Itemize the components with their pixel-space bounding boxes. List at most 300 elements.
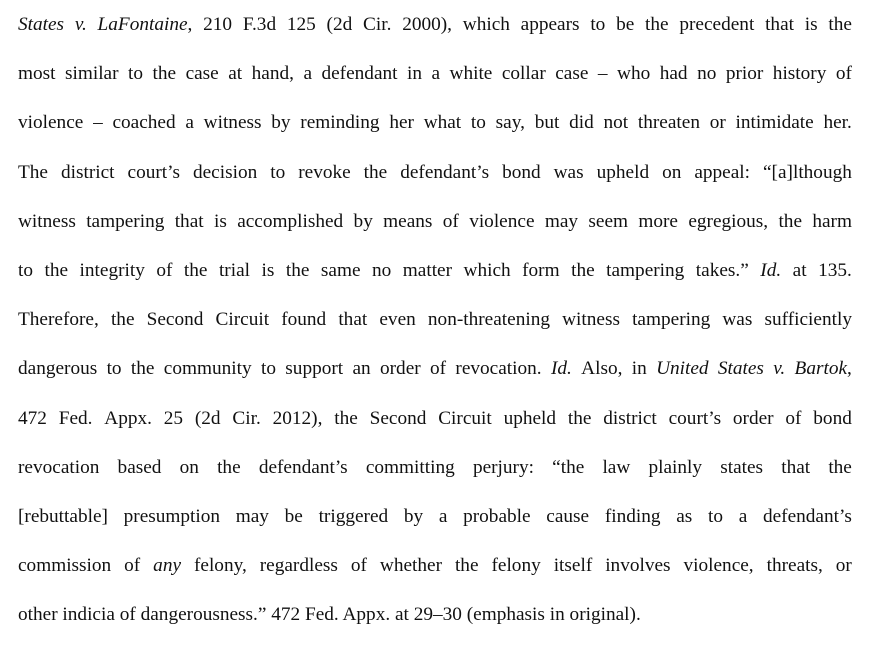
text-run: upheld xyxy=(503,407,557,429)
text-run: [rebuttable] xyxy=(18,505,108,527)
text-run: Circuit xyxy=(215,309,270,331)
word xyxy=(354,203,373,241)
word xyxy=(464,252,511,290)
word xyxy=(111,301,135,339)
word xyxy=(175,203,204,241)
text-run: no xyxy=(697,63,717,85)
text-run: an xyxy=(352,358,371,380)
word xyxy=(562,301,620,339)
word xyxy=(273,400,323,438)
text-line xyxy=(18,203,852,252)
text-run: itself xyxy=(553,555,593,577)
word xyxy=(616,6,634,44)
word xyxy=(660,55,688,93)
word xyxy=(812,203,852,241)
word xyxy=(588,203,628,241)
italic-text: Id. xyxy=(550,358,572,380)
word xyxy=(232,400,260,438)
text-run: which xyxy=(462,14,510,35)
word xyxy=(739,498,748,536)
text-run: based xyxy=(117,456,162,478)
word xyxy=(571,252,595,290)
text-run: that xyxy=(765,14,794,35)
word xyxy=(778,203,802,241)
word xyxy=(726,55,763,93)
text-run: regardless xyxy=(259,555,338,577)
word xyxy=(18,154,48,192)
word xyxy=(164,400,183,438)
text-run: say, xyxy=(495,112,525,134)
text-run: plainly xyxy=(648,456,703,478)
text-run: case xyxy=(185,63,219,85)
word xyxy=(554,154,584,192)
text-run: to xyxy=(470,112,486,134)
text-run: defendant’s xyxy=(400,161,490,183)
text-run: perjury: xyxy=(472,456,534,478)
word xyxy=(502,55,546,93)
text-run: the xyxy=(778,210,803,232)
word xyxy=(765,6,794,44)
word xyxy=(86,203,164,241)
text-line xyxy=(18,596,852,645)
word xyxy=(252,55,294,93)
word xyxy=(795,350,852,388)
word xyxy=(262,252,275,290)
text-run: at xyxy=(792,259,807,281)
word xyxy=(287,6,316,44)
word xyxy=(597,154,649,192)
word xyxy=(555,55,588,93)
text-run: 125 xyxy=(286,14,316,35)
word xyxy=(372,252,391,290)
word xyxy=(605,498,661,536)
word xyxy=(617,55,650,93)
word xyxy=(603,104,628,142)
text-run: may xyxy=(544,210,579,232)
word xyxy=(104,400,152,438)
word xyxy=(781,449,810,487)
text-run: presumption xyxy=(123,505,221,527)
text-run: appears xyxy=(520,14,580,35)
text-run: 25 xyxy=(163,407,184,429)
text-run: violence xyxy=(469,210,535,232)
text-run: by xyxy=(271,112,291,134)
word xyxy=(760,252,781,290)
text-run: the xyxy=(130,358,155,380)
text-run: The xyxy=(18,161,48,183)
word xyxy=(128,154,180,192)
word xyxy=(439,498,448,536)
word xyxy=(18,252,33,290)
word xyxy=(773,55,827,93)
italic-text: v. xyxy=(74,14,87,35)
text-run: collar xyxy=(501,63,546,85)
word xyxy=(443,203,459,241)
italic-text: States xyxy=(18,14,65,35)
word xyxy=(463,6,510,44)
text-run: white xyxy=(449,63,493,85)
text-run: of xyxy=(785,407,802,429)
text-run: tampering xyxy=(606,259,685,281)
word xyxy=(662,154,681,192)
text-run: form xyxy=(522,259,560,281)
text-run: bond xyxy=(813,407,852,429)
text-run: community xyxy=(163,358,252,380)
text-run: the xyxy=(334,407,358,429)
word xyxy=(18,350,97,388)
word xyxy=(535,104,560,142)
text-run: by xyxy=(353,210,373,232)
word xyxy=(502,154,541,192)
text-run: threats, xyxy=(766,555,823,577)
text-run: order xyxy=(732,407,774,429)
text-run: intimidate xyxy=(735,112,814,134)
text-run: finding xyxy=(604,505,661,527)
text-run: on xyxy=(179,456,199,478)
word xyxy=(107,350,122,388)
text-run: egregious, xyxy=(688,210,769,232)
text-line xyxy=(18,6,852,55)
text-run: the xyxy=(44,259,69,281)
word xyxy=(733,400,774,438)
word xyxy=(370,400,427,438)
text-line xyxy=(18,498,852,547)
text-run: bond xyxy=(502,161,541,183)
text-run: states xyxy=(720,456,764,478)
text-run: or xyxy=(709,112,726,134)
text-run: a xyxy=(303,63,312,85)
text-run: triggered xyxy=(318,505,389,527)
text-run: what xyxy=(423,112,462,134)
text-run: non-threatening xyxy=(427,309,550,331)
text-run: found xyxy=(281,309,327,331)
word xyxy=(334,400,358,438)
word xyxy=(338,301,367,339)
word xyxy=(684,547,754,585)
word xyxy=(521,6,580,44)
word xyxy=(237,203,343,241)
text-run: the xyxy=(828,14,852,35)
line-content xyxy=(18,547,852,585)
word xyxy=(648,449,702,487)
text-run: Appx. xyxy=(104,407,152,429)
text-run: Circuit xyxy=(438,407,492,429)
word xyxy=(473,449,534,487)
word xyxy=(260,547,338,585)
text-run: a xyxy=(431,63,441,85)
word xyxy=(471,104,486,142)
word xyxy=(552,449,584,487)
text-run: involves xyxy=(605,555,671,577)
text-run: same xyxy=(320,259,361,281)
text-run: means xyxy=(383,210,433,232)
word xyxy=(722,301,752,339)
text-run: to xyxy=(270,161,286,183)
text-run: defendant xyxy=(321,63,398,85)
word xyxy=(696,252,749,290)
text-line xyxy=(18,154,852,203)
text-run: revoke xyxy=(298,161,351,183)
text-run: had xyxy=(659,63,688,85)
text-run: committing xyxy=(365,456,455,478)
text-run: probable xyxy=(463,505,531,527)
word xyxy=(193,154,257,192)
word xyxy=(216,301,270,339)
text-run: court’s xyxy=(668,407,722,429)
word xyxy=(118,449,162,487)
word xyxy=(773,350,785,388)
italic-text: any xyxy=(153,555,182,577)
text-run: the xyxy=(152,63,177,85)
text-run: to xyxy=(260,358,276,380)
word xyxy=(736,104,814,142)
text-run: district xyxy=(603,407,657,429)
text-run: 472 xyxy=(18,407,47,429)
word xyxy=(828,449,852,487)
word xyxy=(669,400,721,438)
word xyxy=(131,350,155,388)
text-run: the xyxy=(363,161,388,183)
word xyxy=(546,498,589,536)
word xyxy=(44,252,68,290)
text-run: of xyxy=(124,555,141,577)
text-run: 135. xyxy=(818,259,852,281)
text-run: or xyxy=(835,555,852,577)
word xyxy=(214,203,227,241)
word xyxy=(18,498,108,536)
text-run: witness xyxy=(562,309,620,331)
text-run: – xyxy=(597,63,608,85)
word xyxy=(688,203,768,241)
text-run: (2d xyxy=(326,14,353,35)
text-run: hand, xyxy=(251,63,294,85)
word xyxy=(813,400,852,438)
word xyxy=(112,104,175,142)
word xyxy=(298,154,350,192)
word xyxy=(185,104,194,142)
text-run: her. xyxy=(823,112,852,134)
line-content xyxy=(18,6,852,44)
word xyxy=(259,449,348,487)
word xyxy=(407,55,422,93)
word xyxy=(590,6,605,44)
word xyxy=(364,154,388,192)
document-page xyxy=(18,6,852,645)
text-run: prior xyxy=(725,63,764,85)
text-run: matter xyxy=(402,259,453,281)
text-run: witness xyxy=(18,210,76,232)
text-run: that xyxy=(338,309,368,331)
text-run: coached xyxy=(112,112,176,134)
text-run: may xyxy=(235,505,269,527)
text-run: the xyxy=(567,407,592,429)
text-run: trial xyxy=(218,259,251,281)
line-content xyxy=(18,203,852,241)
word xyxy=(18,547,111,585)
word xyxy=(18,400,47,438)
text-run: district xyxy=(60,161,115,183)
text-run: violence, xyxy=(683,555,754,577)
word xyxy=(124,547,140,585)
text-run: of xyxy=(430,358,447,380)
text-run: was xyxy=(722,309,753,331)
text-run: the xyxy=(110,309,135,331)
word xyxy=(400,154,489,192)
line-content xyxy=(18,498,852,536)
text-run: to xyxy=(128,63,144,85)
word xyxy=(195,400,221,438)
text-run: whether xyxy=(379,555,442,577)
text-run: felony xyxy=(491,555,541,577)
text-run: seem xyxy=(588,210,629,232)
word xyxy=(285,498,303,536)
text-run: – xyxy=(93,112,103,134)
word xyxy=(164,350,252,388)
text-run: 2012), xyxy=(272,407,323,429)
text-run: to xyxy=(106,358,122,380)
word xyxy=(228,55,242,93)
word xyxy=(522,252,559,290)
word xyxy=(656,350,708,388)
text-line xyxy=(18,104,852,153)
word xyxy=(380,547,442,585)
word xyxy=(606,252,684,290)
word xyxy=(98,6,193,44)
line-content xyxy=(18,154,852,192)
word xyxy=(281,301,326,339)
text-run: in xyxy=(406,63,422,85)
text-run: Cir. xyxy=(232,407,261,429)
text-run: of xyxy=(156,259,173,281)
word xyxy=(638,104,700,142)
word xyxy=(645,6,669,44)
word xyxy=(321,252,361,290)
line-content xyxy=(18,301,852,339)
word xyxy=(710,104,726,142)
italic-text: Id. xyxy=(760,259,782,281)
text-run: did xyxy=(569,112,594,134)
word xyxy=(676,498,692,536)
text-run: other indicia of dangerousness.” 472 Fed. Appx. at 29–30 (emphasis in original). xyxy=(18,604,641,626)
line-content xyxy=(18,449,852,487)
text-line xyxy=(18,449,852,498)
line-content xyxy=(18,596,852,634)
text-run: at xyxy=(228,63,243,85)
word xyxy=(59,400,93,438)
word xyxy=(285,350,343,388)
text-run: upheld xyxy=(596,161,650,183)
word xyxy=(270,154,285,192)
text-run: “the xyxy=(552,456,585,478)
text-run: 2000), xyxy=(402,14,452,35)
text-run: tampering xyxy=(86,210,165,232)
word xyxy=(598,55,608,93)
text-run: similar xyxy=(64,63,119,85)
word xyxy=(602,449,630,487)
text-run: Second xyxy=(146,309,204,331)
text-run: dangerous xyxy=(18,358,98,380)
word xyxy=(430,350,446,388)
word xyxy=(18,55,56,93)
line-content xyxy=(18,350,852,388)
word xyxy=(147,301,204,339)
word xyxy=(605,547,670,585)
word xyxy=(455,547,479,585)
word xyxy=(18,6,64,44)
text-line xyxy=(18,301,852,350)
text-run: integrity xyxy=(79,259,145,281)
text-run: threaten xyxy=(637,112,700,134)
text-run: , xyxy=(847,358,852,380)
text-run: who xyxy=(617,63,651,85)
text-run: F.3d xyxy=(242,14,277,35)
word xyxy=(836,55,852,93)
word xyxy=(75,6,87,44)
word xyxy=(186,55,219,93)
word xyxy=(153,547,181,585)
word xyxy=(153,55,177,93)
word xyxy=(793,252,807,290)
word xyxy=(632,301,710,339)
text-run: reminding xyxy=(300,112,380,134)
word xyxy=(496,104,525,142)
text-run: precedent xyxy=(679,14,755,35)
word xyxy=(18,449,99,487)
word xyxy=(18,301,99,339)
italic-text: States xyxy=(717,358,764,380)
word xyxy=(581,350,622,388)
text-line xyxy=(18,547,852,596)
word xyxy=(438,400,492,438)
word xyxy=(450,55,493,93)
word xyxy=(545,203,578,241)
text-run: as xyxy=(676,505,693,527)
text-run: sufficiently xyxy=(764,309,852,331)
text-run: no xyxy=(372,259,392,281)
word xyxy=(184,252,208,290)
word xyxy=(504,400,556,438)
text-run: witness xyxy=(203,112,262,134)
text-run: is xyxy=(804,14,818,35)
text-run: Also, xyxy=(581,358,623,380)
word xyxy=(366,449,455,487)
text-run: commission xyxy=(18,555,112,577)
text-run: 210 xyxy=(203,14,233,35)
word xyxy=(363,6,391,44)
text-run: defendant’s xyxy=(258,456,348,478)
word xyxy=(93,104,103,142)
text-run: the xyxy=(217,456,241,478)
text-run: , xyxy=(187,14,193,35)
text-run: to xyxy=(707,505,723,527)
word xyxy=(554,547,593,585)
word xyxy=(763,154,852,192)
text-run: Cir. xyxy=(363,14,392,35)
text-run: to xyxy=(18,259,33,281)
text-run: is xyxy=(213,210,227,232)
word xyxy=(271,104,290,142)
text-run: court’s xyxy=(127,161,180,183)
text-run: (2d xyxy=(194,407,221,429)
word xyxy=(469,203,534,241)
text-run: was xyxy=(553,161,584,183)
word xyxy=(303,55,312,93)
word xyxy=(551,350,572,388)
word xyxy=(203,6,232,44)
text-run: more xyxy=(638,210,678,232)
text-run: revocation xyxy=(18,456,100,478)
text-run: order xyxy=(380,358,421,380)
